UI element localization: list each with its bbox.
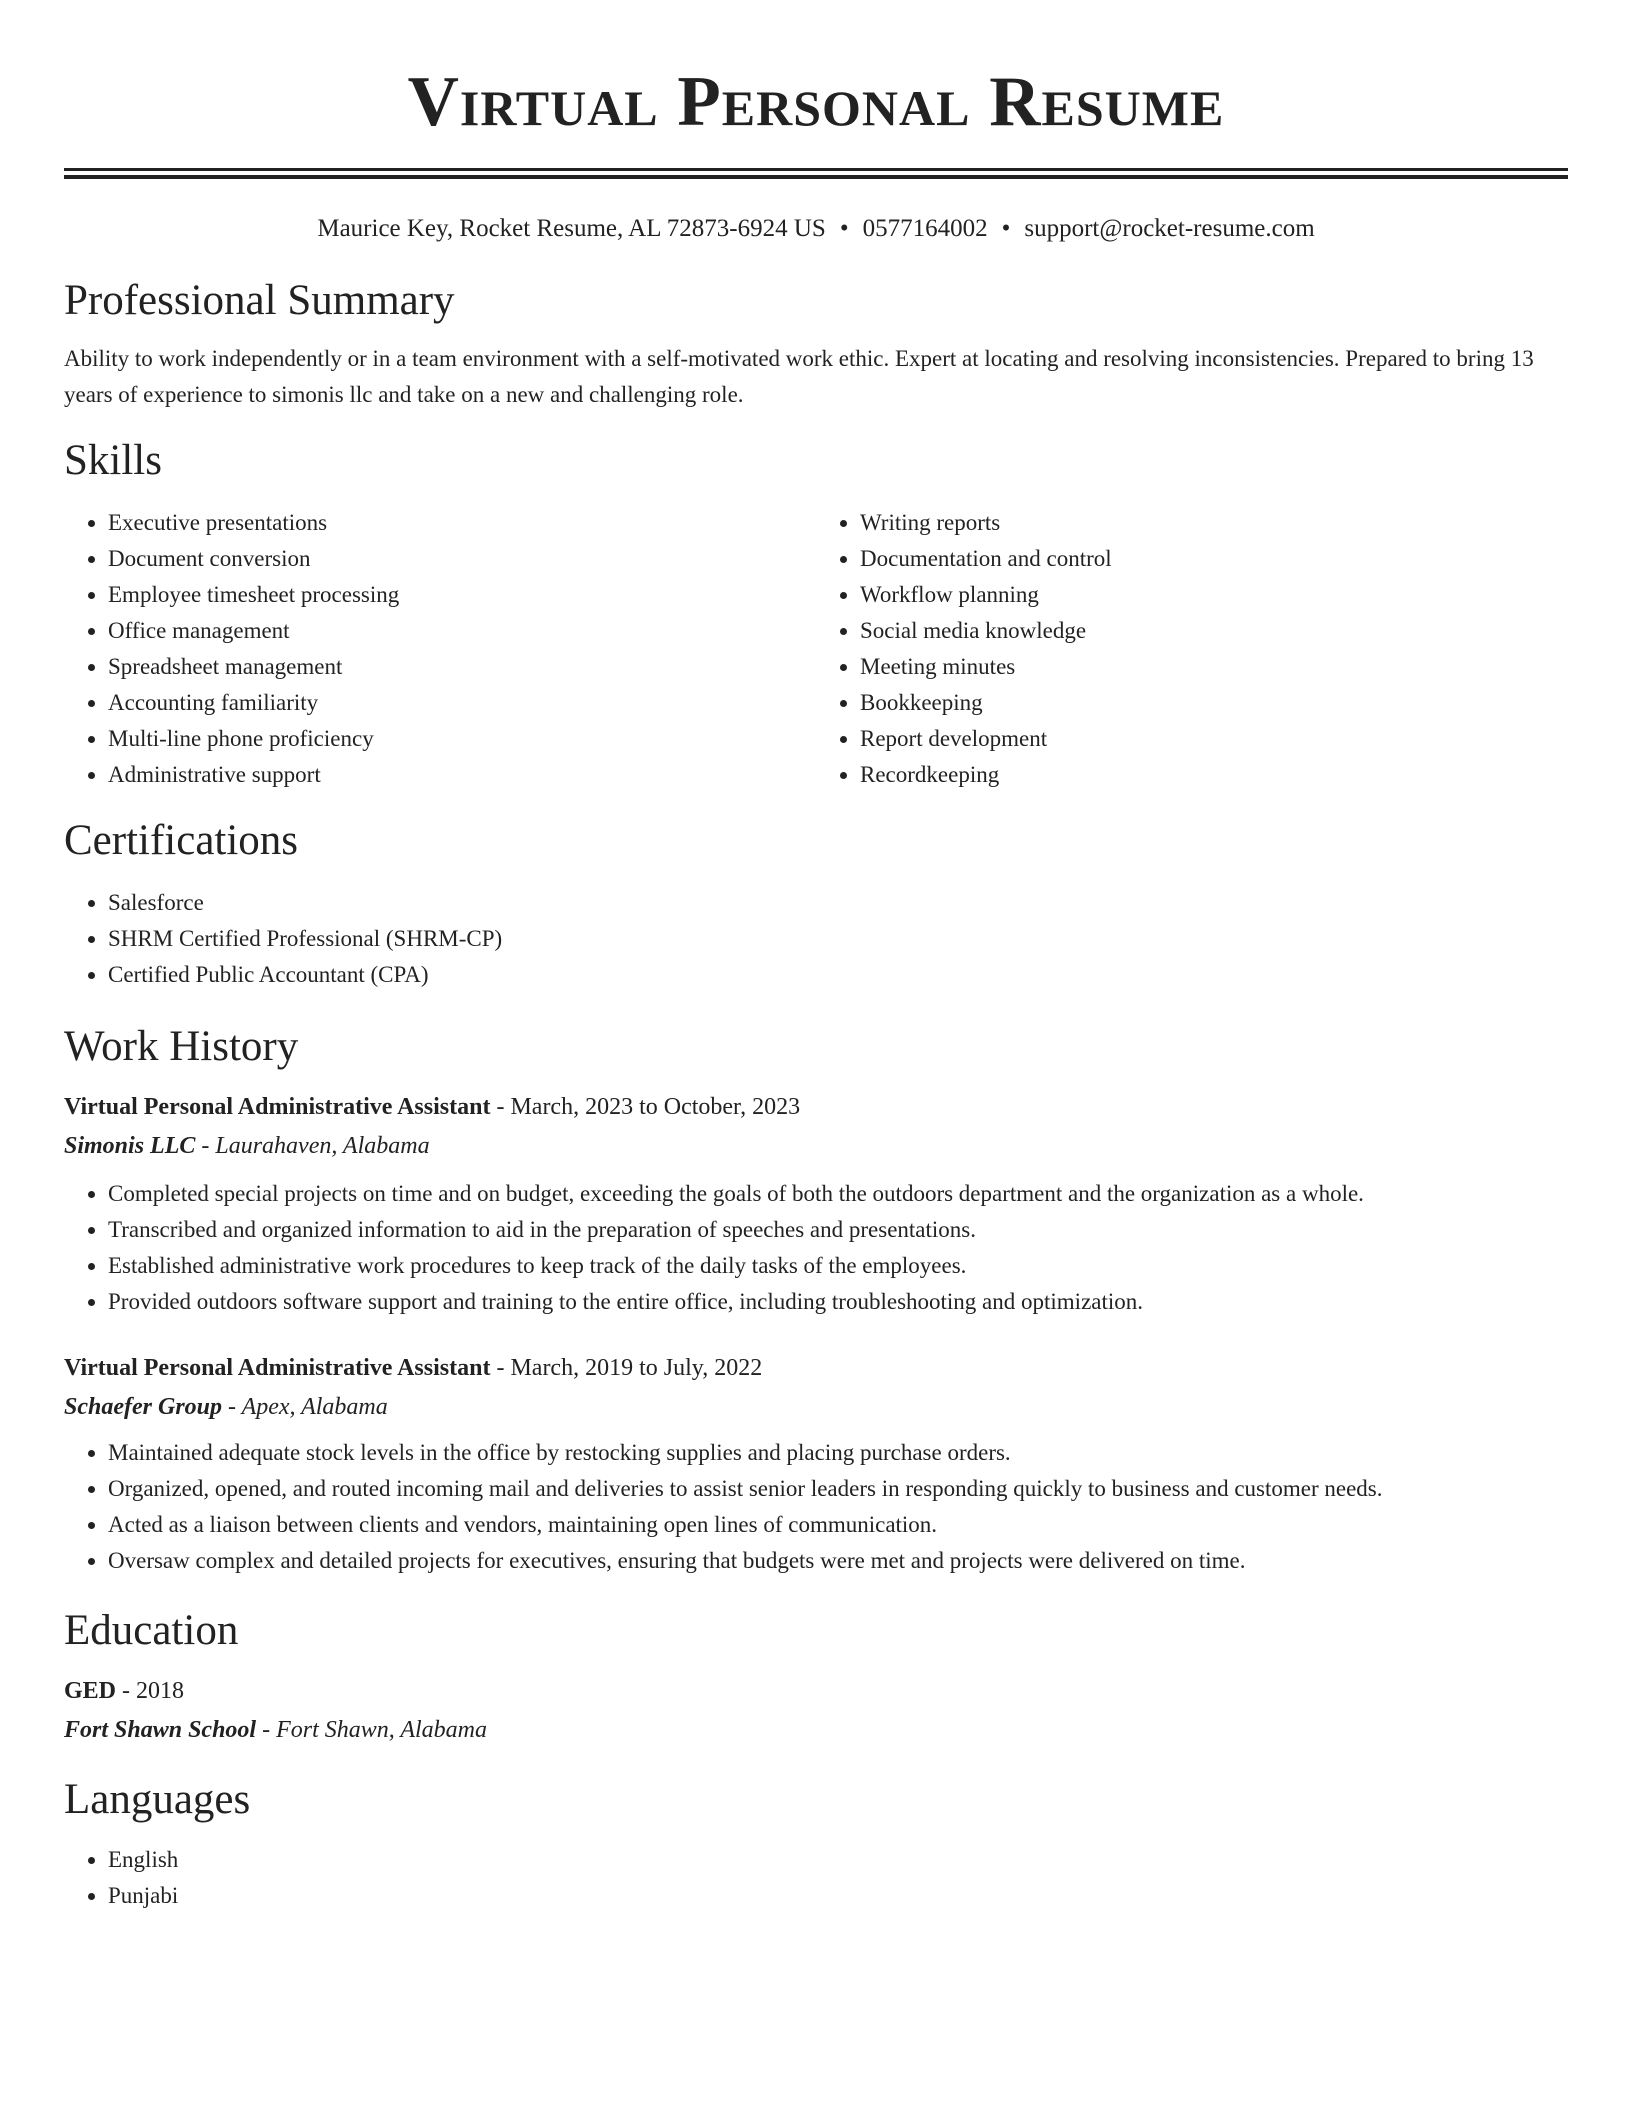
education-location: - Fort Shawn, Alabama [262,1717,487,1743]
skill-item: • Document conversion [108,541,816,577]
certification-item: • Salesforce [108,885,1568,921]
summary-text: Ability to work independently or in a team environment with a self-motivated work ethic. Expert at locating and resolving inconsistencies. Prepared to bring 13 years of experience to simonis llc and take on a new and challenging role. [64,346,1534,407]
skill-item: • Spreadsheet management [108,649,816,685]
job-dates: - March, 2023 to October, 2023 [496,1094,801,1120]
job-bullet: • Established administrative work procedures to keep track of the daily tasks of the employees. [108,1248,1568,1284]
title-divider [64,168,1568,179]
job-bullet: • Organized, opened, and routed incoming mail and deliveries to assist senior leaders in responding quickly to business and customer needs. [108,1471,1568,1507]
contact-line [64,213,1568,245]
job-bullet: • Acted as a liaison between clients and vendors, maintaining open lines of communication. [108,1507,1568,1543]
skill-item: • Documentation and control [860,541,1568,577]
resume-title: Virtual Personal Resume [407,63,1225,141]
skill-item: • Writing reports [860,505,1568,541]
resume-page [64,0,1568,1914]
skill-item: • Administrative support [108,757,816,793]
education-degree-line [64,1673,1568,1710]
languages-list [64,1842,1568,1914]
education-school-line [64,1710,1568,1750]
job-bullet: • Oversaw complex and detailed projects for executives, ensuring that budgets were met and projects were delivered on time. [108,1543,1568,1579]
job-bullets [64,1435,1568,1579]
skill-item: • Meeting minutes [860,649,1568,685]
contact-phone: 0577164002 [862,215,988,242]
education-degree: GED [64,1678,117,1704]
language-item: • English [108,1842,1568,1878]
certification-item: • SHRM Certified Professional (SHRM-CP) [108,921,1568,957]
job-title-line [64,1350,1568,1387]
contact-email: support@rocket-resume.com [1024,215,1315,242]
job-bullet: • Transcribed and organized information to aid in the preparation of speeches and presentations. [108,1212,1568,1248]
job-company: Schaefer Group [64,1394,223,1420]
job-dates: - March, 2019 to July, 2022 [496,1355,763,1381]
job-title: Virtual Personal Administrative Assistant [64,1094,491,1120]
skill-item: • Employee timesheet processing [108,577,816,613]
job-bullet: • Maintained adequate stock levels in the office by restocking supplies and placing purchase orders. [108,1435,1568,1471]
skills-list-left [64,505,816,793]
job-company-line [64,1126,1568,1166]
skill-item: • Recordkeeping [860,757,1568,793]
contact-separator: • [1001,215,1011,242]
skill-item: • Social media knowledge [860,613,1568,649]
job-location: - Apex, Alabama [228,1394,388,1420]
skill-item: • Report development [860,721,1568,757]
job-bullet: • Completed special projects on time and on budget, exceeding the goals of both the outdoors department and the organization as a whole. [108,1176,1568,1212]
skills-list-right [816,505,1568,793]
job-company: Simonis LLC [64,1133,196,1159]
skill-item: • Workflow planning [860,577,1568,613]
work-history-heading: Work History [64,1023,299,1070]
job-bullet: • Provided outdoors software support and training to the entire office, including troubleshooting and optimization. [108,1284,1568,1320]
certifications-list [64,885,1568,993]
job-title-line [64,1089,1568,1126]
education-year: - 2018 [122,1678,185,1704]
job-company-line [64,1387,1568,1427]
skills-columns [64,505,1568,793]
education-school: Fort Shawn School [64,1717,257,1743]
job-entry [64,1350,1568,1579]
skills-heading: Skills [64,437,162,484]
certification-item: • Certified Public Accountant (CPA) [108,957,1568,993]
job-title: Virtual Personal Administrative Assistant [64,1355,491,1381]
job-entry [64,1089,1568,1320]
skill-item: • Multi-line phone proficiency [108,721,816,757]
skill-item: • Bookkeeping [860,685,1568,721]
skill-item: • Accounting familiarity [108,685,816,721]
language-item: • Punjabi [108,1878,1568,1914]
contact-separator: • [839,215,849,242]
education-heading: Education [64,1607,239,1654]
contact-address: Maurice Key, Rocket Resume, AL 72873-6924 US [317,215,826,242]
certifications-heading: Certifications [64,817,299,864]
job-location: - Laurahaven, Alabama [201,1133,430,1159]
languages-heading: Languages [64,1776,251,1823]
skill-item: • Executive presentations [108,505,816,541]
job-bullets [64,1176,1568,1320]
summary-heading: Professional Summary [64,277,455,324]
skill-item: • Office management [108,613,816,649]
